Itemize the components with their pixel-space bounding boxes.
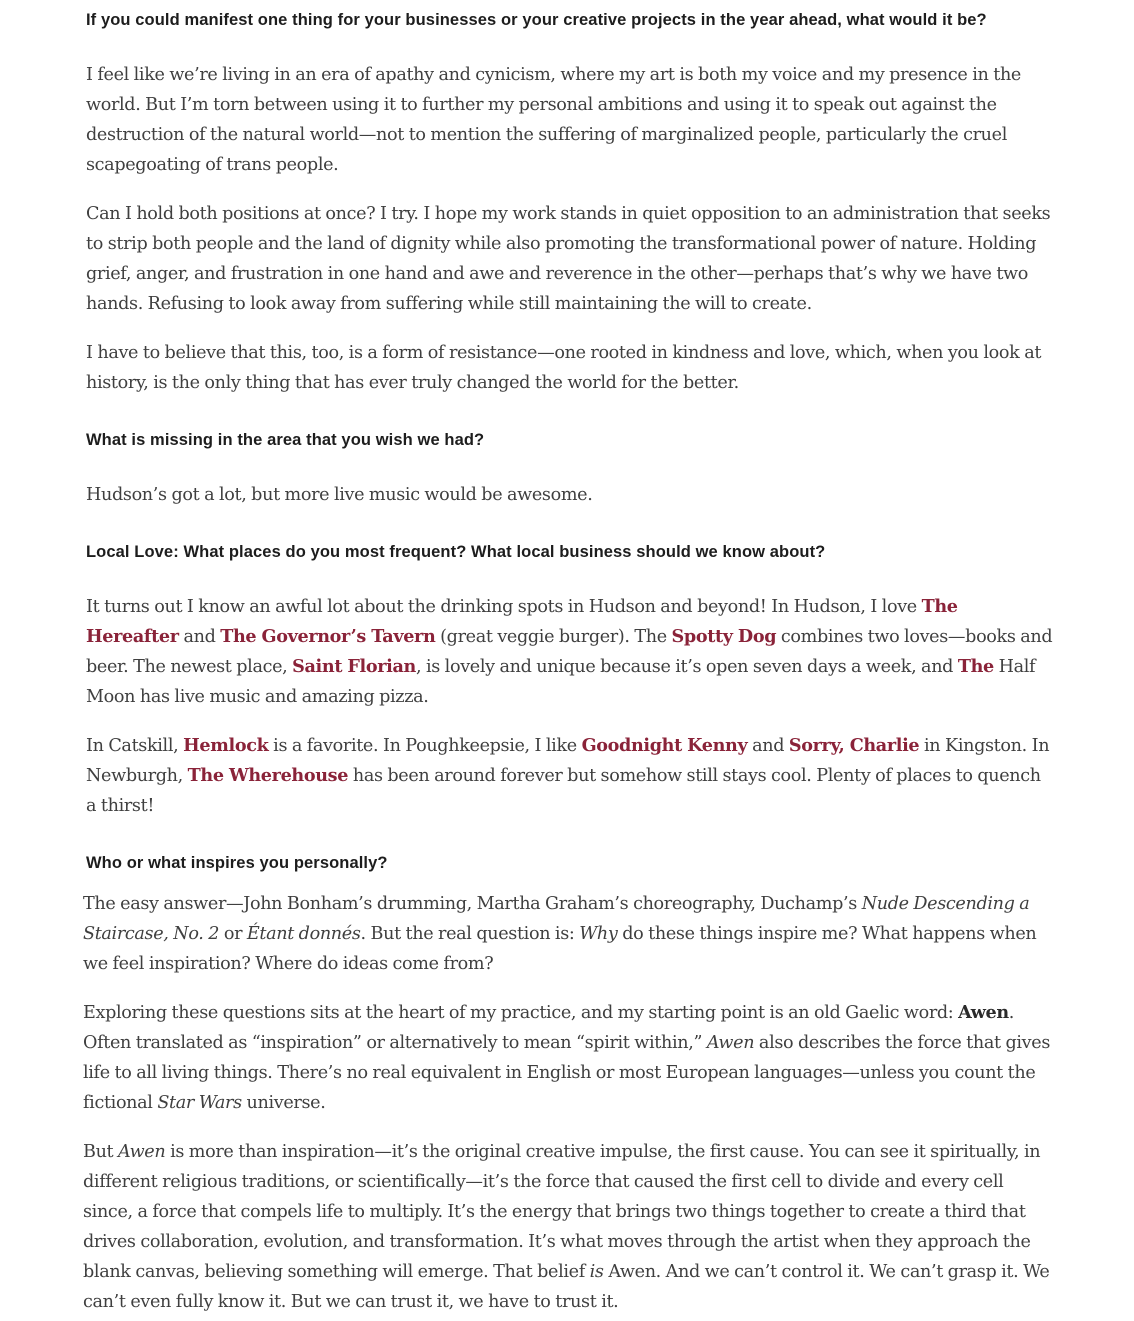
answer-paragraph: I feel like we’re living in an era of apathy and cynicism, where my art is both my voice and my presence in the world. But I’m torn between using it to further my personal ambitions and using it to speak out against the destruction of the natural world—not to mention the suffering of marginalized people, particularly the cruel scapegoating of trans people.	[86, 65, 1021, 175]
artwork-title: Étant donnés	[246, 924, 361, 944]
emphasis: Awen	[706, 1033, 755, 1053]
link-saint-florian[interactable]: Saint Florian	[292, 656, 416, 677]
text: Exploring these questions sits at the heart of my practice, and my starting point is an old Gaelic word:	[83, 1003, 959, 1023]
text: has been around forever but somehow still stays cool. Plenty of places to quench a thirst!	[86, 766, 1041, 816]
artwork-title: Nude Descending a Staircase, No. 2	[83, 894, 1030, 944]
text: is a favorite. In Poughkeepsie, I like	[268, 736, 582, 756]
answer-paragraph	[83, 1137, 1054, 1317]
link-the-half-moon[interactable]: The	[957, 656, 994, 677]
emphasis: Star Wars	[157, 1093, 242, 1113]
text: or	[219, 924, 247, 944]
emphasis-bold: Awen	[958, 1002, 1009, 1023]
text: in Kingston. In Newburgh,	[86, 736, 1050, 786]
text: combines two loves—books and beer. The newest place,	[86, 627, 1053, 677]
answer-paragraph: I have to believe that this, too, is a form of resistance—one rooted in kindness and love, which, when you look at history, is the only thing that has ever truly changed the world for the better.	[86, 343, 1042, 393]
text: universe.	[241, 1093, 326, 1113]
link-hemlock[interactable]: Hemlock	[183, 735, 269, 756]
text: Half Moon has live music and amazing pizza.	[86, 657, 1036, 707]
text: Awen. And we can’t control it. We can’t grasp it. We can’t even fully know it. But we can trust it, we have to trust it.	[83, 1262, 1050, 1312]
text: . But the real question is:	[360, 924, 580, 944]
emphasis: Awen	[118, 1142, 166, 1162]
answer-paragraph: Hudson’s got a lot, but more live music would be awesome.	[86, 485, 593, 505]
text: The easy answer—John Bonham’s drumming, Martha Graham’s choreography, Duchamp’s	[83, 894, 862, 914]
question-heading: If you could manifest one thing for your businesses or your creative projects in the year ahead, what would it be?	[86, 11, 987, 29]
text: In Catskill,	[86, 736, 184, 756]
text: also describes the force that gives life to all living things. There’s no real equivalent in English or most European languages—unless you count the fictional	[83, 1033, 1051, 1113]
inspiration-block	[83, 889, 1054, 1317]
link-the-hereafter[interactable]: The Hereafter	[86, 596, 958, 647]
emphasis: is	[589, 1262, 604, 1282]
link-the-governors-tavern[interactable]: The Governor’s Tavern	[220, 626, 436, 647]
text: do these things inspire me? What happens when we feel inspiration? Where do ideas come from?	[83, 924, 1037, 974]
link-goodnight-kenny[interactable]: Goodnight Kenny	[581, 735, 748, 756]
link-the-wherehouse[interactable]: The Wherehouse	[187, 765, 349, 786]
text: , is lovely and unique because it’s open seven days a week, and	[416, 657, 958, 677]
text: and	[747, 736, 789, 756]
article-body	[83, 6, 1054, 1317]
text: It turns out I know an awful lot about the drinking spots in Hudson and beyond! In Hudson, I love	[86, 597, 922, 617]
question-heading: What is missing in the area that you wish we had?	[86, 431, 485, 449]
text: (great veggie burger). The	[435, 627, 672, 647]
answer-paragraph	[83, 998, 1054, 1118]
link-sorry-charlie[interactable]: Sorry, Charlie	[788, 735, 920, 756]
text: is more than inspiration—it’s the original creative impulse, the first cause. You can see it spiritually, in different religious traditions, or scientifically—it’s the force that caused the first cell to divide and every cell since, a force that compels life to multiply. It’s the energy that brings two things together to create a third that drives collaboration, evolution, and transformation. It’s what moves through the artist when they approach the blank canvas, believing something will emerge. That belief	[83, 1142, 1041, 1282]
answer-paragraph	[83, 889, 1054, 979]
emphasis: Why	[579, 924, 618, 944]
answer-paragraph	[86, 731, 1054, 821]
text: . Often translated as “inspiration” or alternatively to mean “spirit within,”	[83, 1003, 1015, 1053]
text: But	[83, 1142, 119, 1162]
answer-paragraph	[86, 592, 1054, 712]
answer-paragraph: Can I hold both positions at once? I try. I hope my work stands in quiet opposition to an administration that seeks to strip both people and the land of dignity while also promoting the transformational power of nature. Holding grief, anger, and frustration in one hand and awe and reverence in the other—perhaps that’s why we have two hands. Refusing to look away from suffering while still maintaining the will to create.	[86, 204, 1051, 314]
text: and	[178, 627, 221, 647]
link-spotty-dog[interactable]: Spotty Dog	[671, 626, 777, 647]
question-heading: Local Love: What places do you most frequent? What local business should we know about?	[86, 543, 826, 561]
question-heading: Who or what inspires you personally?	[86, 854, 388, 872]
